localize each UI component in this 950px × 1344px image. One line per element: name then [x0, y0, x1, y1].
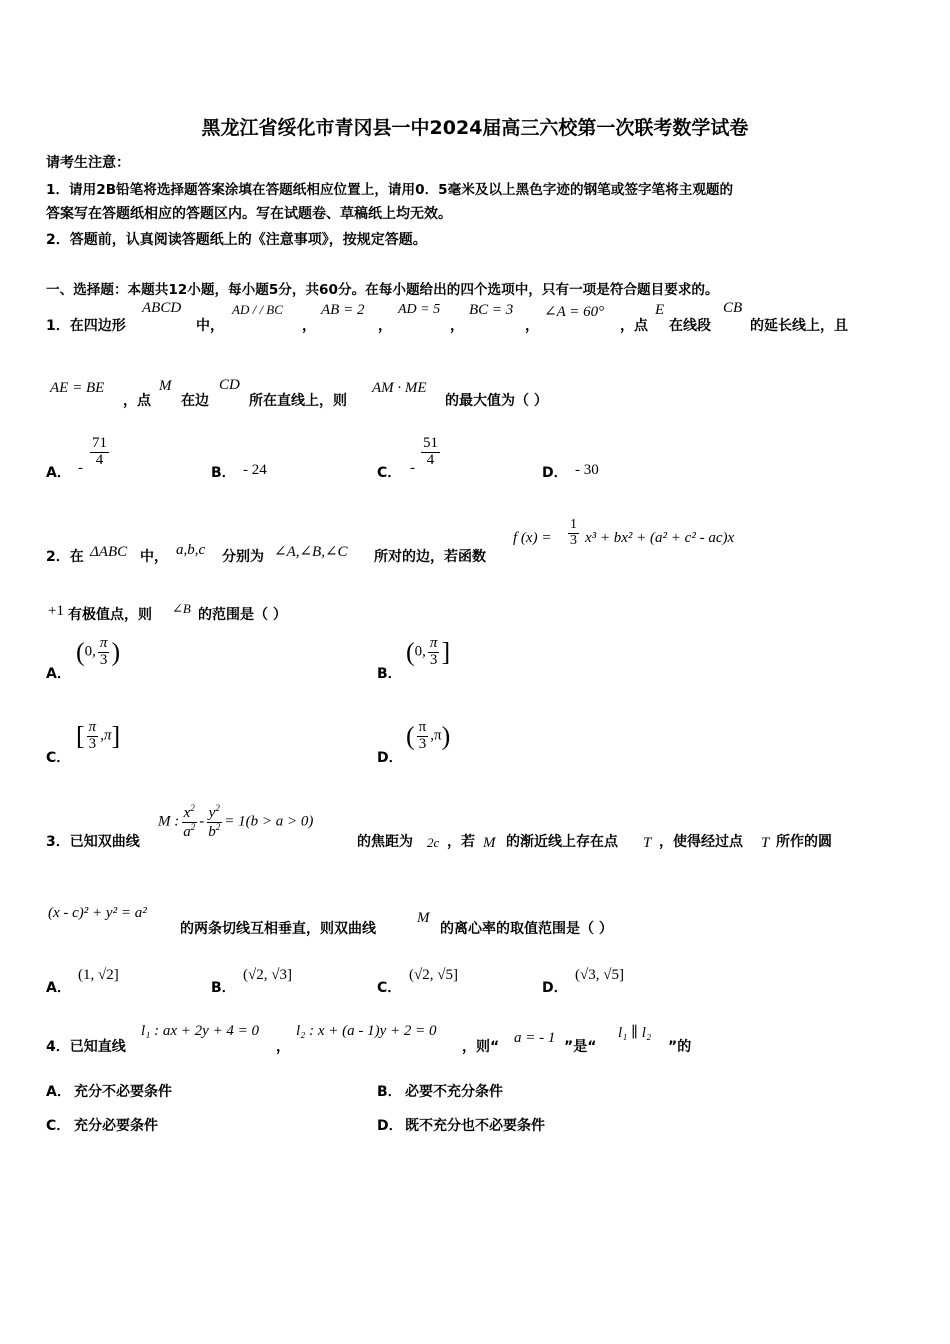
q2-sides: a,b,c	[176, 542, 206, 558]
q4-option-a-label[interactable]: A．	[46, 1084, 71, 1100]
q1-option-a-sign: -	[78, 460, 83, 476]
q1-dian-m: ，点	[123, 393, 151, 409]
q3-circle: (x - c)² + y² = a²	[48, 905, 147, 921]
q4-condition: a = - 1	[514, 1030, 556, 1046]
q3-point-t-2: T	[761, 835, 770, 851]
q1-point-m: M	[159, 378, 172, 394]
q3-m-2: M	[417, 910, 430, 926]
q1-zaibian: 在边	[181, 393, 209, 409]
q3-m: M	[483, 835, 496, 851]
q3-option-c: (√2, √5]	[409, 967, 458, 983]
q1-cond-ad: AD = 5	[398, 302, 441, 317]
q1-option-a-fraction: $\frac{71}{4}$	[92, 435, 107, 468]
q2-option-d-label[interactable]: D．	[377, 750, 403, 766]
q2-plus-one: +1	[48, 603, 64, 619]
q3-option-a-label[interactable]: A．	[46, 980, 71, 996]
q3-point-t: T	[643, 835, 652, 851]
q3-jiaoju: 的焦距为	[357, 834, 413, 850]
q3-option-d: (√3, √5]	[575, 967, 624, 983]
q2-option-d: ( $\frac{\pi}{3}$ ,π)	[406, 719, 451, 752]
notice-heading: 请考生注意：	[46, 155, 130, 171]
q2-triangle: ΔABC	[90, 544, 128, 560]
q2-fanwei: 的范围是（ ）	[198, 607, 287, 623]
notice-item-1: 1．请用2B铅笔将选择题答案涂填在答题纸相应位置上，请用0．5毫米及以上黑色字迹的钢笔或签字笔将主观题的	[46, 182, 734, 198]
q2-option-b-label[interactable]: B．	[377, 666, 402, 682]
q3-option-b-label[interactable]: B．	[211, 980, 236, 996]
q2-function-fraction: $\frac{1}{3}$	[570, 517, 577, 548]
q4-ze: ，则“	[462, 1039, 500, 1055]
q1-option-d: - 30	[575, 462, 599, 478]
q1-dian: ，点	[620, 318, 648, 334]
q4-shi: ”是“	[564, 1039, 597, 1055]
q4-line-2: l₂ : x + (a - 1)y + 2 = 0	[296, 1023, 437, 1039]
q4-option-b: 必要不充分条件	[405, 1084, 503, 1100]
q2-option-b: (0, $\frac{\pi}{3}$ ]	[406, 635, 451, 668]
q2-option-a: (0, $\frac{\pi}{3}$ )	[76, 635, 121, 668]
q1-max-question: 的最大值为（ ）	[445, 393, 548, 409]
q4-parallel: l₁ ∥ l₂	[618, 1025, 652, 1041]
q1-option-b-label[interactable]: B．	[211, 465, 236, 481]
q4-option-c-label[interactable]: C．	[46, 1118, 71, 1134]
q1-option-d-label[interactable]: D．	[542, 465, 568, 481]
q1-yanchang: 的延长线上，且	[750, 318, 848, 334]
q2-option-a-label[interactable]: A．	[46, 666, 71, 682]
q3-option-a: (1, √2]	[78, 967, 119, 983]
q2-prefix: 2．在	[46, 549, 84, 565]
q1-option-c-fraction: $\frac{51}{4}$	[423, 435, 438, 468]
q3-jianjin: 的渐近线上存在点	[506, 834, 618, 850]
q3-hyperbola: M : $\frac{x^2}{a^2}$ - $\frac{y^2}{b^2}$ = 1(b > a > 0)	[158, 803, 314, 840]
q3-prefix: 3．已知双曲线	[46, 834, 140, 850]
q1-zaixianduan: 在线段	[669, 318, 711, 334]
q1-cond-parallel: AD / / BC	[232, 302, 283, 317]
q1-cond-bc: BC = 3	[469, 302, 514, 318]
q3-option-d-label[interactable]: D．	[542, 980, 568, 996]
q2-angle-b: ∠B	[172, 601, 191, 616]
q1-cd: CD	[219, 377, 240, 393]
q1-option-c-label[interactable]: C．	[377, 465, 402, 481]
q3-two-c: 2c	[427, 835, 440, 850]
q2-fenbie: 分别为	[222, 549, 264, 565]
q3-shide: ，使得经过点	[659, 834, 743, 850]
q1-cb: CB	[723, 300, 743, 316]
q4-option-b-label[interactable]: B．	[377, 1084, 402, 1100]
q1-cond-ae-be: AE = BE	[50, 380, 105, 396]
q1-cond-ab: AB = 2	[321, 302, 365, 318]
q3-ruo: ，若	[447, 834, 475, 850]
q1-zhong: 中，	[196, 318, 224, 334]
notice-item-1-cont: 答案写在答题纸相应的答题区内。写在试题卷、草稿纸上均无效。	[46, 206, 452, 222]
q2-youji: 有极值点，则	[68, 607, 152, 623]
q1-suozai: 所在直线上，则	[249, 393, 347, 409]
section-heading: 一、选择题：本题共12小题，每小题5分，共60分。在每小题给出的四个选项中，只有一项是符合题目要求的。	[46, 282, 719, 298]
q4-prefix: 4．已知直线	[46, 1039, 126, 1055]
q1-abcd: ABCD	[142, 300, 182, 316]
q4-option-d-label[interactable]: D．	[377, 1118, 403, 1134]
q3-suozuo: 所作的圆	[776, 834, 832, 850]
q4-option-d: 既不充分也不必要条件	[405, 1118, 545, 1134]
q4-line-1: l₁ : ax + 2y + 4 = 0	[141, 1023, 260, 1039]
q4-comma: ，	[276, 1039, 290, 1055]
q3-lixin: 的离心率的取值范围是（ ）	[440, 921, 613, 937]
q2-function-lhs: f (x) =	[513, 530, 552, 546]
q1-vector-product: AM · ME	[372, 380, 427, 396]
page-title: 黑龙江省绥化市青冈县一中2024届高三六校第一次联考数学试卷	[201, 117, 749, 139]
q2-option-c-label[interactable]: C．	[46, 750, 71, 766]
q1-option-b: - 24	[243, 462, 267, 478]
notice-item-2: 2．答题前，认真阅读答题纸上的《注意事项》，按规定答题。	[46, 232, 427, 248]
q2-suodui: 所对的边，若函数	[374, 549, 486, 565]
q1-point-e: E	[655, 302, 665, 318]
q4-de: ”的	[668, 1039, 692, 1055]
q3-option-b: (√2, √3]	[243, 967, 292, 983]
q1-prefix: 1．在四边形	[46, 318, 126, 334]
q2-zhong: 中，	[140, 549, 168, 565]
q1-option-a-label[interactable]: A．	[46, 465, 71, 481]
q4-option-c: 充分必要条件	[74, 1118, 158, 1134]
q3-liangtiao: 的两条切线互相垂直，则双曲线	[180, 921, 376, 937]
q4-option-a: 充分不必要条件	[74, 1084, 172, 1100]
q2-option-c: [ $\frac{\pi}{3}$ ,π]	[76, 719, 121, 752]
q2-angles: ∠A,∠B,∠C	[274, 544, 348, 560]
q1-cond-angle: ∠A = 60°	[544, 304, 605, 320]
q3-option-c-label[interactable]: C．	[377, 980, 402, 996]
q2-function-rhs: x³ + bx² + (a² + c² - ac)x	[585, 530, 735, 546]
q1-option-c-sign: -	[410, 460, 415, 476]
